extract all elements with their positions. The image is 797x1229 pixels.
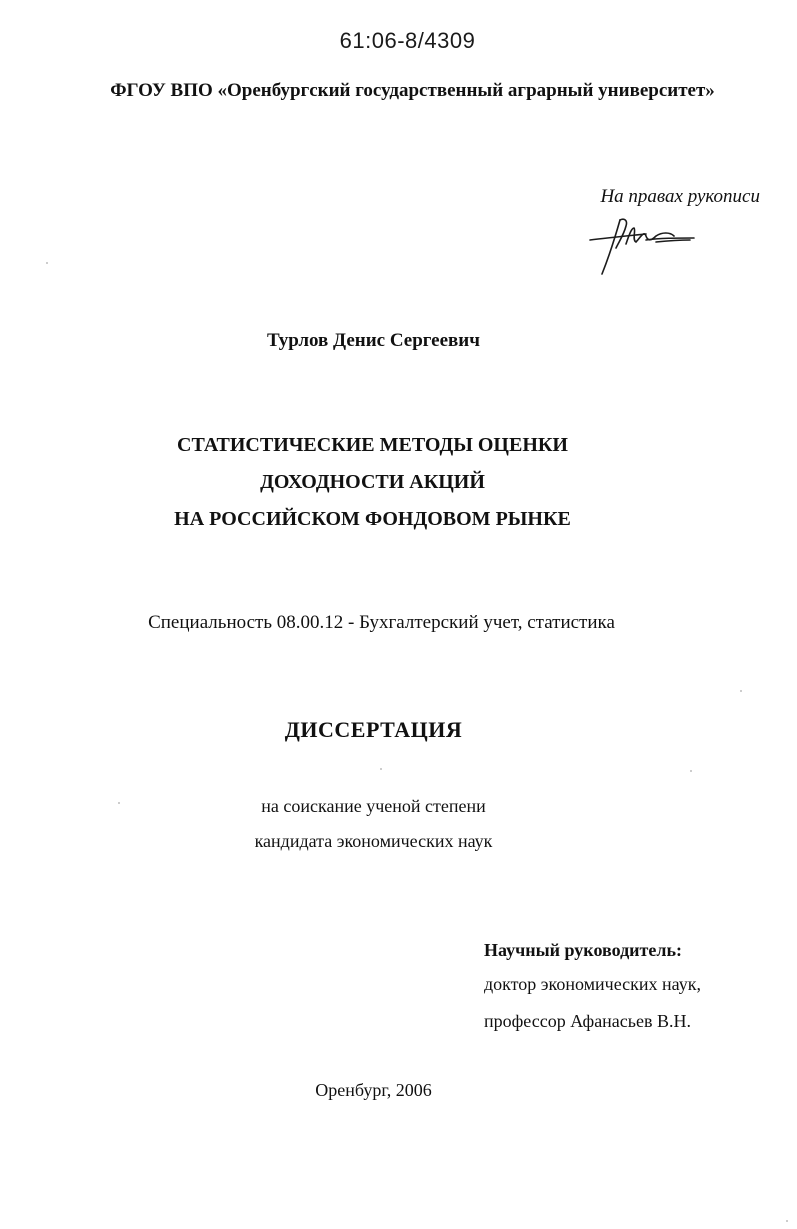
scan-speck: [786, 1220, 788, 1222]
thesis-title-line-3: НА РОССИЙСКОМ ФОНДОВОМ РЫНКЕ: [174, 508, 571, 530]
advisor-label: Научный руководитель:: [484, 940, 682, 960]
thesis-title-line-1: СТАТИСТИЧЕСКИЕ МЕТОДЫ ОЦЕНКИ: [177, 434, 568, 456]
advisor-name: профессор Афанасьев В.Н.: [484, 1011, 691, 1031]
advisor-degree: доктор экономических наук,: [484, 974, 701, 994]
degree-line-2: кандидата экономических наук: [254, 831, 493, 851]
document-type: ДИССЕРТАЦИЯ: [284, 717, 463, 742]
manuscript-note: На правах рукописи: [600, 186, 760, 207]
author-name: Турлов Денис Сергеевич: [267, 330, 480, 351]
institution-name: ФГОУ ВПО «Оренбургский государственный аграрный университет»: [110, 80, 715, 101]
signature-icon: [586, 214, 698, 278]
archive-code: 61:06-8/4309: [339, 28, 476, 53]
specialty-line: Специальность 08.00.12 - Бухгалтерский учет, статистика: [148, 612, 615, 633]
degree-line-1: на соискание ученой степени: [261, 796, 486, 816]
city-year: Оренбург, 2006: [315, 1080, 432, 1100]
thesis-title-line-2: ДОХОДНОСТИ АКЦИЙ: [260, 471, 485, 493]
scan-speck: [690, 770, 692, 772]
scan-speck: [46, 262, 48, 264]
scan-speck: [740, 690, 742, 692]
scan-speck: [118, 802, 120, 804]
scan-speck: [380, 768, 382, 770]
